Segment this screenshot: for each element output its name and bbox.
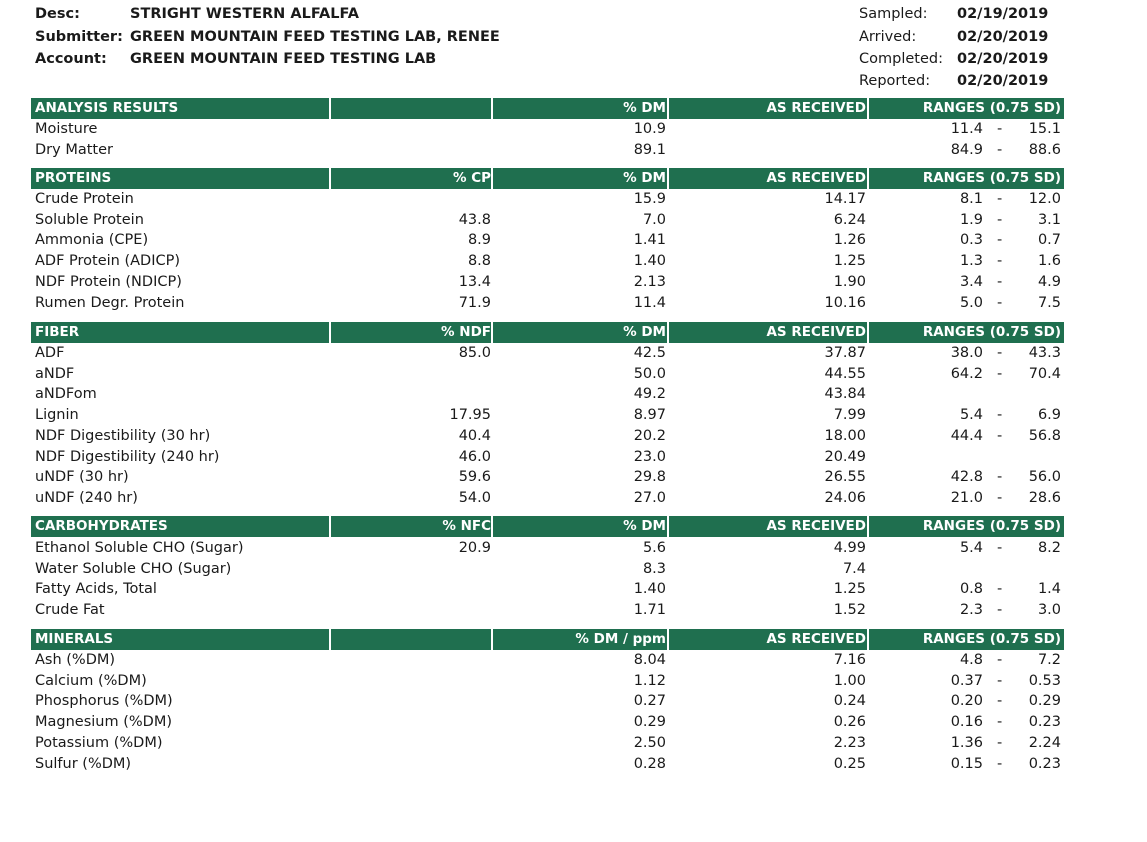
table-row bbox=[31, 734, 1064, 755]
range-low: 44.4 bbox=[950, 427, 983, 444]
value-as-received: 37.87 bbox=[824, 345, 866, 361]
value-as-received: 44.55 bbox=[824, 365, 866, 382]
table-row bbox=[31, 672, 1064, 693]
section-header bbox=[31, 168, 1064, 189]
value-as-received: 0.25 bbox=[833, 755, 866, 772]
range-low: 0.37 bbox=[950, 672, 983, 689]
completed-date: 02/20/2019 bbox=[957, 51, 1049, 67]
range-separator: - bbox=[997, 407, 1003, 424]
range-low: 42.8 bbox=[950, 469, 983, 486]
column-divider bbox=[667, 629, 669, 650]
range-high: 1.4 bbox=[1037, 581, 1061, 598]
range-separator: - bbox=[997, 469, 1003, 486]
range-high: 7.2 bbox=[1037, 652, 1061, 668]
row-label: Soluble Protein bbox=[35, 211, 144, 228]
value-as-received: 0.26 bbox=[833, 714, 866, 731]
value-dm: 8.97 bbox=[633, 407, 666, 424]
column-header: AS RECEIVED bbox=[766, 518, 866, 534]
arrived-label: Arrived: bbox=[859, 29, 917, 45]
value-as-received: 1.25 bbox=[833, 253, 866, 270]
column-header: RANGES (0.75 SD) bbox=[922, 100, 1061, 116]
table-row bbox=[31, 294, 1064, 315]
range-separator: - bbox=[997, 365, 1003, 382]
value-as-received: 1.26 bbox=[833, 232, 866, 249]
desc-label: Desc: bbox=[35, 6, 80, 22]
column-header: % CP bbox=[452, 170, 491, 186]
value-dm: 20.2 bbox=[633, 427, 666, 444]
value-dm: 50.0 bbox=[633, 365, 666, 382]
column-header: AS RECEIVED bbox=[766, 324, 866, 340]
range-low: 3.4 bbox=[959, 273, 983, 290]
column-divider bbox=[667, 168, 669, 189]
value-col1: 8.8 bbox=[467, 253, 491, 270]
row-label: ADF bbox=[35, 345, 65, 361]
row-label: ADF Protein (ADICP) bbox=[35, 253, 181, 270]
range-separator: - bbox=[997, 714, 1003, 731]
value-as-received: 7.99 bbox=[833, 407, 866, 424]
value-as-received: 6.24 bbox=[833, 211, 866, 228]
value-as-received: 20.49 bbox=[824, 448, 866, 465]
value-col1: 40.4 bbox=[458, 427, 491, 444]
column-divider bbox=[867, 629, 869, 650]
row-label: NDF Protein (NDICP) bbox=[35, 273, 182, 290]
range-high: 3.1 bbox=[1037, 211, 1061, 228]
range-separator: - bbox=[997, 581, 1003, 598]
table-row bbox=[31, 560, 1064, 581]
row-label: Phosphorus (%DM) bbox=[35, 693, 173, 710]
column-divider bbox=[867, 516, 869, 537]
range-low: 84.9 bbox=[950, 141, 983, 158]
table-row bbox=[31, 344, 1064, 365]
range-high: 70.4 bbox=[1028, 365, 1061, 382]
section-header bbox=[31, 322, 1064, 343]
range-low: 21.0 bbox=[950, 489, 983, 506]
value-dm: 27.0 bbox=[633, 489, 666, 506]
column-divider bbox=[867, 168, 869, 189]
row-label: Ethanol Soluble CHO (Sugar) bbox=[35, 540, 244, 556]
value-dm: 42.5 bbox=[633, 345, 666, 361]
table-row bbox=[31, 252, 1064, 273]
section-title: FIBER bbox=[35, 324, 80, 340]
value-as-received: 24.06 bbox=[824, 489, 866, 506]
column-header: % DM bbox=[623, 518, 666, 534]
row-label: Crude Fat bbox=[35, 602, 105, 619]
table-row bbox=[31, 539, 1064, 560]
row-label: Ash (%DM) bbox=[35, 652, 116, 668]
range-separator: - bbox=[997, 734, 1003, 751]
value-dm: 1.40 bbox=[633, 581, 666, 598]
row-label: Dry Matter bbox=[35, 141, 113, 158]
range-high: 0.29 bbox=[1028, 693, 1061, 710]
value-dm: 8.3 bbox=[642, 560, 666, 577]
table-row bbox=[31, 141, 1064, 162]
section-header bbox=[31, 98, 1064, 119]
range-high: 1.6 bbox=[1037, 253, 1061, 270]
range-high: 56.8 bbox=[1028, 427, 1061, 444]
value-as-received: 26.55 bbox=[824, 469, 866, 486]
table-row bbox=[31, 190, 1064, 211]
value-as-received: 2.23 bbox=[833, 734, 866, 751]
desc-value: STRIGHT WESTERN ALFALFA bbox=[130, 6, 359, 22]
section-title: PROTEINS bbox=[35, 170, 112, 186]
value-as-received: 1.52 bbox=[833, 602, 866, 619]
range-high: 0.23 bbox=[1028, 714, 1061, 731]
table-row bbox=[31, 385, 1064, 406]
table-row bbox=[31, 755, 1064, 776]
value-as-received: 7.4 bbox=[842, 560, 866, 577]
row-label: Rumen Degr. Protein bbox=[35, 294, 185, 311]
value-dm: 5.6 bbox=[642, 540, 666, 556]
range-high: 88.6 bbox=[1028, 141, 1061, 158]
table-row bbox=[31, 448, 1064, 469]
range-separator: - bbox=[997, 232, 1003, 249]
range-separator: - bbox=[997, 345, 1003, 361]
table-row bbox=[31, 713, 1064, 734]
range-high: 6.9 bbox=[1037, 407, 1061, 424]
range-low: 0.3 bbox=[959, 232, 983, 249]
row-label: Sulfur (%DM) bbox=[35, 755, 132, 772]
range-high: 2.24 bbox=[1028, 734, 1061, 751]
value-col1: 85.0 bbox=[458, 345, 491, 361]
range-separator: - bbox=[997, 294, 1003, 311]
row-label: Ammonia (CPE) bbox=[35, 232, 149, 249]
row-label: Fatty Acids, Total bbox=[35, 581, 157, 598]
range-low: 1.9 bbox=[959, 211, 983, 228]
column-divider bbox=[491, 322, 493, 343]
range-separator: - bbox=[997, 755, 1003, 772]
value-dm: 0.27 bbox=[633, 693, 666, 710]
range-low: 2.3 bbox=[959, 602, 983, 619]
range-low: 38.0 bbox=[950, 345, 983, 361]
account-value: GREEN MOUNTAIN FEED TESTING LAB bbox=[130, 51, 437, 67]
range-high: 0.23 bbox=[1028, 755, 1061, 772]
range-low: 5.4 bbox=[959, 407, 983, 424]
range-high: 0.53 bbox=[1028, 672, 1061, 689]
range-high: 8.2 bbox=[1037, 540, 1061, 556]
row-label: Magnesium (%DM) bbox=[35, 714, 172, 731]
section-title: MINERALS bbox=[35, 631, 114, 647]
range-high: 0.7 bbox=[1037, 232, 1061, 249]
value-col1: 59.6 bbox=[458, 469, 491, 486]
value-col1: 8.9 bbox=[467, 232, 491, 249]
range-low: 0.15 bbox=[950, 755, 983, 772]
value-as-received: 1.00 bbox=[833, 672, 866, 689]
range-separator: - bbox=[997, 141, 1003, 158]
reported-label: Reported: bbox=[859, 73, 931, 89]
range-separator: - bbox=[997, 121, 1003, 137]
value-dm: 0.29 bbox=[633, 714, 666, 731]
range-high: 7.5 bbox=[1037, 294, 1061, 311]
section-title: ANALYSIS RESULTS bbox=[35, 100, 179, 116]
table-row bbox=[31, 580, 1064, 601]
value-dm: 49.2 bbox=[633, 386, 666, 403]
range-high: 28.6 bbox=[1028, 489, 1061, 506]
row-label: uNDF (30 hr) bbox=[35, 469, 129, 486]
column-header: RANGES (0.75 SD) bbox=[922, 518, 1061, 534]
value-dm: 29.8 bbox=[633, 469, 666, 486]
column-divider bbox=[491, 629, 493, 650]
range-low: 4.8 bbox=[959, 652, 983, 668]
range-low: 8.1 bbox=[959, 191, 983, 207]
section-title: CARBOHYDRATES bbox=[35, 518, 168, 534]
table-row bbox=[31, 489, 1064, 510]
range-separator: - bbox=[997, 253, 1003, 270]
range-low: 5.4 bbox=[959, 540, 983, 556]
range-low: 0.16 bbox=[950, 714, 983, 731]
range-low: 5.0 bbox=[959, 294, 983, 311]
range-separator: - bbox=[997, 489, 1003, 506]
column-header: % NDF bbox=[441, 324, 491, 340]
range-separator: - bbox=[997, 672, 1003, 689]
range-high: 56.0 bbox=[1028, 469, 1061, 486]
column-header: AS RECEIVED bbox=[766, 631, 866, 647]
value-dm: 89.1 bbox=[633, 141, 666, 158]
value-col1: 46.0 bbox=[458, 448, 491, 465]
column-divider bbox=[329, 322, 331, 343]
value-dm: 1.41 bbox=[633, 232, 666, 249]
value-dm: 0.28 bbox=[633, 755, 666, 772]
row-label: Water Soluble CHO (Sugar) bbox=[35, 560, 232, 577]
column-divider bbox=[667, 322, 669, 343]
value-dm: 10.9 bbox=[633, 121, 666, 137]
column-header: AS RECEIVED bbox=[766, 100, 866, 116]
range-separator: - bbox=[997, 427, 1003, 444]
value-col1: 13.4 bbox=[458, 273, 491, 290]
column-divider bbox=[329, 629, 331, 650]
column-divider bbox=[491, 168, 493, 189]
account-label: Account: bbox=[35, 51, 107, 67]
reported-date: 02/20/2019 bbox=[957, 73, 1049, 89]
range-high: 4.9 bbox=[1037, 273, 1061, 290]
column-header: RANGES (0.75 SD) bbox=[922, 631, 1061, 647]
value-as-received: 14.17 bbox=[824, 191, 866, 207]
range-high: 3.0 bbox=[1037, 602, 1061, 619]
table-row bbox=[31, 651, 1064, 672]
table-row bbox=[31, 365, 1064, 386]
column-divider bbox=[329, 516, 331, 537]
value-dm: 7.0 bbox=[642, 211, 666, 228]
column-divider bbox=[329, 98, 331, 119]
column-divider bbox=[329, 168, 331, 189]
row-label: Calcium (%DM) bbox=[35, 672, 147, 689]
column-divider bbox=[491, 98, 493, 119]
value-dm: 1.12 bbox=[633, 672, 666, 689]
value-dm: 1.71 bbox=[633, 602, 666, 619]
range-separator: - bbox=[997, 652, 1003, 668]
range-separator: - bbox=[997, 211, 1003, 228]
column-divider bbox=[491, 516, 493, 537]
column-header: % DM / ppm bbox=[575, 631, 666, 647]
table-row bbox=[31, 231, 1064, 252]
range-high: 43.3 bbox=[1028, 345, 1061, 361]
column-header: AS RECEIVED bbox=[766, 170, 866, 186]
value-as-received: 1.90 bbox=[833, 273, 866, 290]
range-low: 11.4 bbox=[950, 121, 983, 137]
column-header: % DM bbox=[623, 324, 666, 340]
arrived-date: 02/20/2019 bbox=[957, 29, 1049, 45]
table-row bbox=[31, 468, 1064, 489]
range-low: 1.36 bbox=[950, 734, 983, 751]
value-dm: 23.0 bbox=[633, 448, 666, 465]
range-high: 15.1 bbox=[1028, 121, 1061, 137]
table-row bbox=[31, 211, 1064, 232]
range-separator: - bbox=[997, 540, 1003, 556]
submitter-value: GREEN MOUNTAIN FEED TESTING LAB, RENEE bbox=[130, 29, 500, 45]
value-as-received: 1.25 bbox=[833, 581, 866, 598]
value-as-received: 43.84 bbox=[824, 386, 866, 403]
section-header bbox=[31, 629, 1064, 650]
column-header: % NFC bbox=[442, 518, 491, 534]
range-low: 64.2 bbox=[950, 365, 983, 382]
column-header: % DM bbox=[623, 100, 666, 116]
range-low: 1.3 bbox=[959, 253, 983, 270]
value-dm: 1.40 bbox=[633, 253, 666, 270]
range-separator: - bbox=[997, 693, 1003, 710]
section-header bbox=[31, 516, 1064, 537]
range-low: 0.8 bbox=[959, 581, 983, 598]
row-label: NDF Digestibility (30 hr) bbox=[35, 427, 211, 444]
value-dm: 2.13 bbox=[633, 273, 666, 290]
range-separator: - bbox=[997, 273, 1003, 290]
row-label: Crude Protein bbox=[35, 191, 134, 207]
table-row bbox=[31, 427, 1064, 448]
table-row bbox=[31, 273, 1064, 294]
value-as-received: 18.00 bbox=[824, 427, 866, 444]
value-col1: 17.95 bbox=[449, 407, 491, 424]
range-low: 0.20 bbox=[950, 693, 983, 710]
sampled-date: 02/19/2019 bbox=[957, 6, 1049, 22]
row-label: aNDF bbox=[35, 365, 75, 382]
value-as-received: 7.16 bbox=[833, 652, 866, 668]
column-header: % DM bbox=[623, 170, 666, 186]
range-separator: - bbox=[997, 191, 1003, 207]
column-header: RANGES (0.75 SD) bbox=[922, 170, 1061, 186]
table-row bbox=[31, 120, 1064, 141]
row-label: uNDF (240 hr) bbox=[35, 489, 138, 506]
table-row bbox=[31, 692, 1064, 713]
value-col1: 71.9 bbox=[458, 294, 491, 311]
row-label: NDF Digestibility (240 hr) bbox=[35, 448, 220, 465]
row-label: aNDFom bbox=[35, 386, 97, 403]
completed-label: Completed: bbox=[859, 51, 943, 67]
table-row bbox=[31, 601, 1064, 622]
value-dm: 8.04 bbox=[633, 652, 666, 668]
column-header: RANGES (0.75 SD) bbox=[922, 324, 1061, 340]
column-divider bbox=[867, 322, 869, 343]
row-label: Potassium (%DM) bbox=[35, 734, 163, 751]
table-row bbox=[31, 406, 1064, 427]
value-dm: 15.9 bbox=[633, 191, 666, 207]
value-dm: 2.50 bbox=[633, 734, 666, 751]
value-as-received: 0.24 bbox=[833, 693, 866, 710]
value-as-received: 4.99 bbox=[833, 540, 866, 556]
value-as-received: 10.16 bbox=[824, 294, 866, 311]
range-high: 12.0 bbox=[1028, 191, 1061, 207]
column-divider bbox=[667, 516, 669, 537]
value-col1: 20.9 bbox=[458, 540, 491, 556]
column-divider bbox=[867, 98, 869, 119]
row-label: Lignin bbox=[35, 407, 79, 424]
row-label: Moisture bbox=[35, 121, 98, 137]
value-dm: 11.4 bbox=[633, 294, 666, 311]
column-divider bbox=[667, 98, 669, 119]
submitter-label: Submitter: bbox=[35, 29, 123, 45]
range-separator: - bbox=[997, 602, 1003, 619]
value-col1: 54.0 bbox=[458, 489, 491, 506]
sampled-label: Sampled: bbox=[859, 6, 928, 22]
value-col1: 43.8 bbox=[458, 211, 491, 228]
